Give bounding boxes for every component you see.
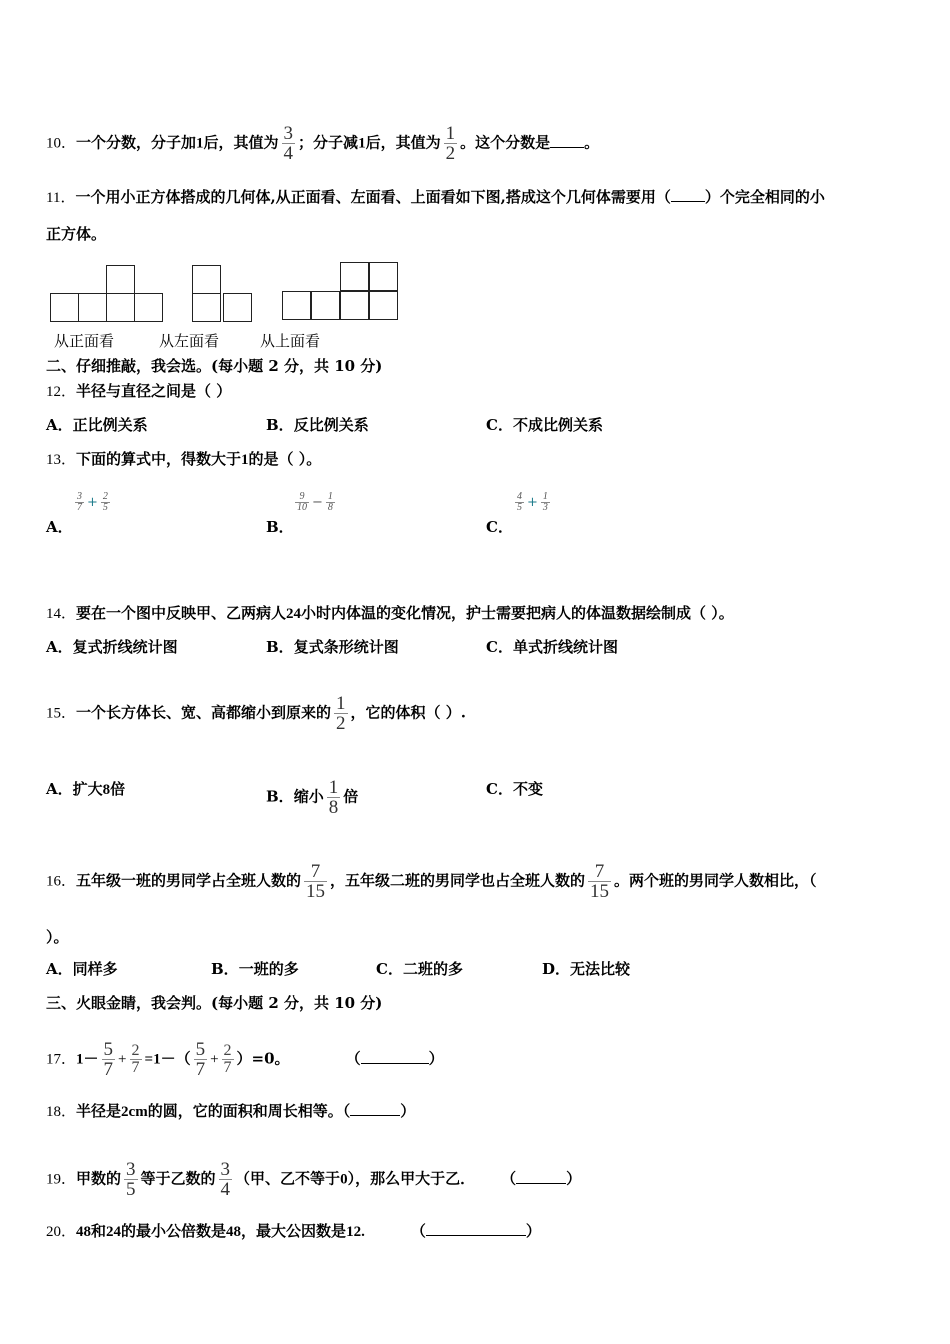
section-heading: 三、火眼金睛，我会判。(每小题 2 分，共 10 分) [46,994,383,1012]
top-view-cell [282,291,311,320]
answer-blank[interactable] [361,1049,429,1064]
answer-blank[interactable] [550,133,584,148]
option-text: 单式折线统计图 [512,638,618,656]
option-label: B． [211,960,239,978]
option-label: C． [486,780,513,798]
number: 48 [226,1224,242,1240]
option-text: 扩大 [72,780,103,798]
option-label: D． [542,960,571,978]
fraction: $\frac{2}{7}$ [131,1042,140,1076]
option-text: 倍 [343,787,359,806]
option-text: 复式折线统计图 [72,638,178,656]
question-text: 后，其值为 [203,133,279,152]
option-label: A． [46,638,73,656]
answer-blank[interactable] [516,1169,566,1184]
option-b-expression [292,490,338,514]
punctuation: 。 [584,133,600,152]
question-number: 19． [46,1171,77,1188]
question-text: 半径是 [76,1102,122,1120]
fraction: $\frac{5}{7}$ [195,1039,206,1080]
question-text: 的是（ ）。 [248,450,322,468]
question-text: 的最小公倍数是 [121,1222,227,1240]
front-view-caption: 从正面看 [54,332,115,350]
question-text: ，五年级二班的男同学也占全班人数的 [330,871,586,890]
fraction: $\frac{7}{15}$ [306,861,326,902]
fraction: $\frac{7}{15}$ [590,861,610,902]
option-label: A． [46,780,73,798]
question-text: 。这个分数是 [460,133,551,152]
fraction: $\frac{9}{10}$ [297,490,307,513]
question-number: 10． [46,135,77,152]
question-number: 15． [46,705,77,722]
left-view-cell [192,293,221,322]
question-text: 后，其值为 [365,133,441,152]
option-d[interactable] [542,958,630,980]
question-text: 小时内体温的变化情况，护士需要把病人的体温数据绘制成（ ）。 [301,604,734,622]
fraction: $\frac{3}{7}$ [77,490,82,513]
option-label: A． [46,416,73,434]
question-11 [46,186,825,209]
operator: －（ [160,1049,191,1068]
question-18 [46,1100,415,1123]
question-text: 和 [91,1222,107,1240]
question-text: 一个用小正方体搭成的几何体,从正面看、左面看、上面看如下图,搭成这个几何体需要用（ [75,188,671,206]
question-number: 16． [46,873,77,890]
fraction: $\frac{1}{2}$ [445,123,456,164]
fraction: $\frac{2}{5}$ [102,490,108,513]
option-c-expression [512,490,553,514]
number: 12. [346,1224,365,1240]
operator: + [87,495,98,510]
answer-blank[interactable] [671,187,705,202]
question-17 [46,1040,444,1079]
question-14 [46,602,734,625]
option-b[interactable] [266,414,369,436]
paren: ） [400,1102,416,1120]
option-label: C． [486,416,513,434]
operator: + [118,1051,127,1068]
question-13 [46,448,321,471]
answer-blank[interactable] [426,1221,526,1236]
option-label: C． [376,960,403,978]
question-20 [46,1220,541,1243]
paren: （ [410,1222,426,1240]
top-view-cell [340,262,369,291]
number: 1 [358,135,366,152]
question-19 [46,1160,581,1199]
option-text: 倍 [110,780,126,798]
option-b[interactable] [266,516,294,538]
number: 2cm [121,1104,148,1120]
fraction: $\frac{1}{2}$ [336,693,346,734]
option-a[interactable] [46,636,178,658]
number: 1 [76,1051,84,1068]
option-c[interactable] [486,778,543,800]
operator: － [83,1049,99,1068]
question-number: 14． [46,606,77,622]
option-label: B． [266,638,294,656]
question-text: 一个分数，分子加 [76,133,197,152]
top-view-caption: 从上面看 [260,332,321,350]
paren: ） [566,1169,582,1188]
option-text: 不成比例关系 [512,416,603,434]
option-a[interactable] [46,414,148,436]
question-15 [46,694,466,733]
question-number: 18． [46,1104,77,1120]
option-c[interactable] [486,414,603,436]
question-16 [46,862,817,901]
top-view-cell [369,291,398,320]
option-label: A． [46,960,73,978]
paren: （ [501,1169,517,1188]
question-text: 五年级一班的男同学占全班人数的 [76,871,302,890]
option-label: A． [46,518,73,536]
option-c[interactable] [376,958,463,980]
question-text: 。两个班的男同学人数相比，（ [614,871,817,890]
question-number: 20． [46,1224,77,1240]
top-view-cell [369,262,398,291]
option-b[interactable] [211,958,299,980]
fraction: $\frac{3}{4}$ [220,1159,231,1200]
question-number: 13． [46,452,77,468]
number: 1 [241,452,249,468]
option-text: 同样多 [72,960,118,978]
front-view-cell [78,293,107,322]
question-text: 等于乙数的 [140,1169,216,1188]
left-view-caption: 从左面看 [159,332,220,350]
question-text: （甲、乙不等于 [235,1169,341,1188]
number: 48 [76,1224,92,1240]
option-text: 一班的多 [238,960,299,978]
question-text: 半径与直径之间是（ ） [76,382,232,400]
question-text: 甲数的 [76,1169,122,1188]
option-text: 正比例关系 [72,416,148,434]
option-text: 无法比较 [570,960,631,978]
option-text: 复式条形统计图 [293,638,399,656]
number: 1 [196,135,204,152]
fraction: $\frac{1}{8}$ [328,777,339,818]
fraction: $\frac{4}{5}$ [517,490,522,513]
option-text: 二班的多 [402,960,463,978]
question-text: 要在一个图中反映甲、乙两病人 [76,604,287,622]
question-number: 11． [46,190,76,206]
front-view-cell [50,293,79,322]
operator: = [144,1051,154,1068]
number: 24 [286,606,302,622]
question-text: 下面的算式中，得数大于 [76,450,242,468]
option-a[interactable] [46,958,118,980]
fraction: $\frac{3}{4}$ [283,123,294,164]
option-a[interactable] [46,516,73,538]
question-16-continued: ）。 [46,928,69,946]
option-label: B． [266,416,294,434]
fraction: $\frac{2}{7}$ [223,1042,232,1076]
left-view-cell [223,293,252,322]
question-text: ，它的体积（ ）. [350,703,466,722]
left-view-cell [192,265,221,294]
question-text: 的圆，它的面积和周长相等。（ [147,1102,351,1120]
fraction: $\frac{1}{8}$ [327,490,333,513]
number: 24 [106,1224,122,1240]
option-label: B． [266,787,294,806]
paren: ） [428,1049,444,1068]
option-label: B． [266,518,294,536]
fraction: $\frac{5}{7}$ [103,1039,114,1080]
option-a-expression [72,490,113,514]
paren: ） [525,1222,541,1240]
option-b[interactable] [266,778,358,817]
number: 0 [340,1171,348,1188]
question-text: ），那么甲大于乙． [347,1169,476,1188]
option-c[interactable] [486,516,513,538]
question-text: 一个长方体长、宽、高都缩小到原来的 [76,703,332,722]
question-text: ；分子减 [298,133,359,152]
top-view-cell [311,291,340,320]
operator: + [527,495,538,510]
question-text: ，最大公因数是 [241,1222,347,1240]
fraction: $\frac{1}{3}$ [542,490,548,513]
option-text: 不变 [512,780,543,798]
question-10 [46,124,599,163]
option-a[interactable] [46,778,125,801]
operator: + [210,1051,219,1068]
option-text: 缩小 [293,787,324,806]
front-view-cell [134,293,163,322]
option-label: C． [486,638,513,656]
option-label: C． [486,518,513,536]
option-text: 反比例关系 [293,416,369,434]
top-view-cell [340,291,369,320]
operator: − [312,495,323,510]
question-text: ）个完全相同的小 [704,188,825,206]
answer-blank[interactable] [350,1101,400,1116]
option-b[interactable] [266,636,399,658]
question-12 [46,380,231,403]
question-11-continued: 正方体。 [46,225,107,243]
front-view-cell [106,293,135,322]
paren: （ [345,1049,361,1068]
front-view-cell [106,265,135,294]
number: 8 [102,782,111,798]
question-text: ）=0。 [236,1049,290,1068]
option-c[interactable] [486,636,618,658]
fraction: $\frac{3}{5}$ [126,1159,136,1200]
question-number: 17． [46,1051,77,1068]
section-heading: 二、仔细推敲，我会选。(每小题 2 分，共 10 分) [46,357,383,375]
question-number: 12． [46,384,77,400]
number: 1 [153,1051,161,1068]
